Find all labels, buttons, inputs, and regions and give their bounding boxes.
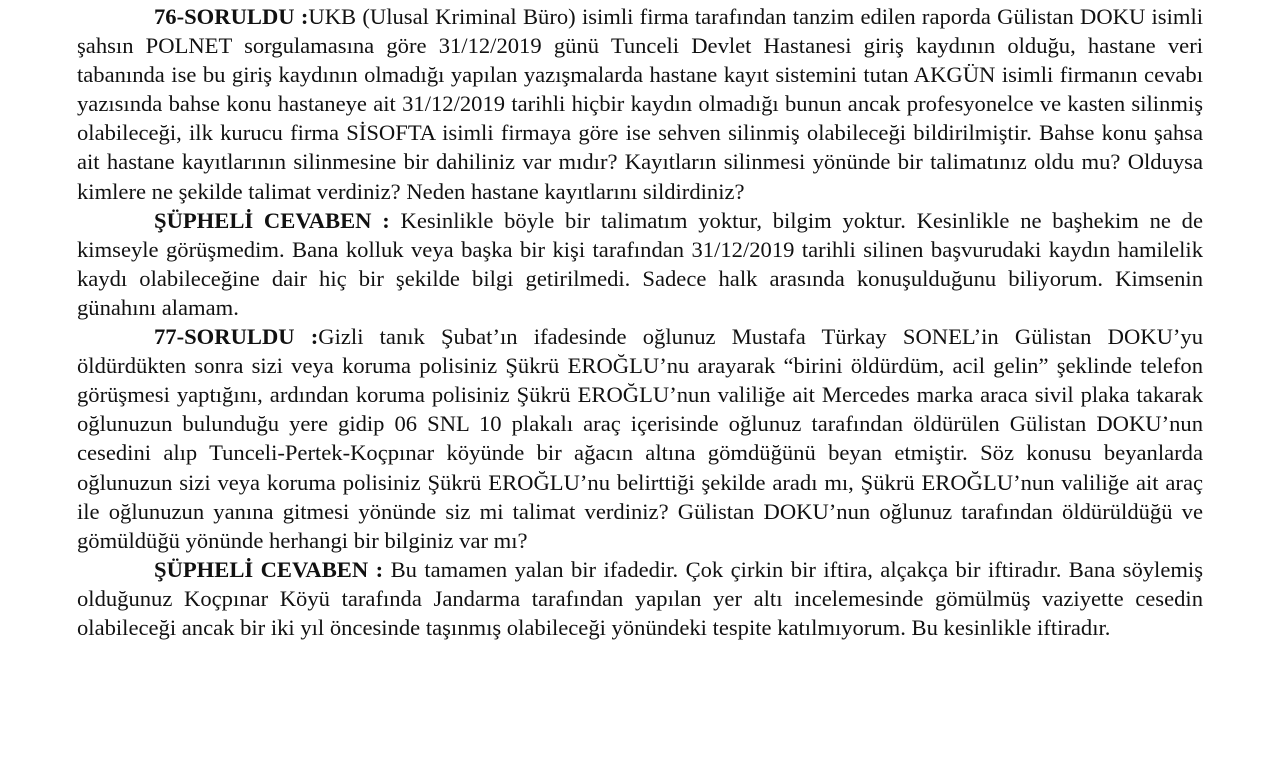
paragraph-question-76 — [77, 2, 1203, 206]
answer-77-label: ŞÜPHELİ CEVABEN : — [154, 556, 384, 582]
question-76-label: 76-SORULDU : — [154, 4, 309, 29]
question-77-text: Gizli tanık Şubat’ın ifadesinde oğlunuz Mustafa Türkay SONEL’in Gülistan DOKU’yu öldürdükten sonra sizi veya koruma polisiniz Şükrü EROĞLU’nu arayarak “birini öldürdüm, acil gelin” şeklinde telefon görüşmesi yaptığını, ardından koruma polisiniz Şükrü EROĞLU’nun valiliğe ait Mercedes marka araca sivil plaka takarak oğlunuzun bulunduğu yere gidip 06 SNL 10 plakalı araç içerisinde oğlunuz tarafından öldürülen Gülistan DOKU’nun cesedini alıp Tunceli-Pertek-Koçpınar köyünde bir ağacın altına gömdüğünü beyan etmiştir. Söz konusu beyanlarda oğlunuzun sizi veya koruma polisiniz Şükrü EROĞLU’nu belirttiği şekilde aradı mı, Şükrü EROĞLU’nun valiliğe ait araç ile oğlunuzun yanına gitmesi yönünde siz mi talimat verdiniz? Gülistan DOKU’nun oğlunuz tarafından öldürüldüğü ve gömüldüğü yönünde herhangi bir bilginiz var mı? — [77, 324, 1204, 553]
answer-76-label: ŞÜPHELİ CEVABEN : — [154, 207, 390, 233]
answer-77-text: Bu tamamen yalan bir ifadedir. Çok çirkin bir iftira, alçakça bir iftiradır. Bana söylemiş olduğunuz Koçpınar Köyü tarafında Jandarma tarafından yapılan yer altı incelemesinde gömülmüş vaziyette cesedin olabileceği ancak bir iki yıl öncesinde taşınmış olabileceği yönündeki tespite katılmıyorum. Bu kesinlikle iftiradır. — [77, 556, 1203, 640]
question-77-label: 77-SORULDU : — [154, 324, 319, 350]
paragraph-question-77 — [77, 322, 1203, 555]
question-76-text: UKB (Ulusal Kriminal Büro) isimli firma tarafından tanzim edilen raporda Gülistan DOKU isimli şahsın POLNET sorgulamasına göre 31/12/2019 günü Tunceli Devlet Hastanesi giriş kaydının olduğu, hastane veri tabanında ise bu giriş kaydının olmadığı yapılan yazışmalarda hastane kayıt sistemini tutan AKGÜN isimli firmanın cevabı yazısında bahse konu hastaneye ait 31/12/2019 tarihli hiçbir kaydın olmadığı bunun ancak profesyonelce ve kasten silinmiş olabileceği, ilk kurucu firma SİSOFTA isimli firmaya göre ise sehven silinmiş olabileceği bildirilmiştir. Bahse konu şahsa ait hastane kayıtlarının silinmesine bir dahiliniz var mıdır? Kayıtların silinmesi yönünde bir talimatınız oldu mu? Olduysa kimlere ne şekilde talimat verdiniz? Neden hastane kayıtlarını sildirdiniz? — [77, 4, 1204, 204]
document-page — [77, 2, 1203, 642]
paragraph-answer-77 — [77, 555, 1203, 642]
paragraph-answer-76 — [77, 206, 1203, 322]
answer-76-text: Kesinlikle böyle bir talimatım yoktur, bilgim yoktur. Kesinlikle ne başhekim ne de kimseyle görüşmedim. Bana kolluk veya başka bir kişi tarafından 31/12/2019 tarihli silinen başvurudaki kaydın hamilelik kaydı olabileceğine dair hiç bir şekilde bilgi getirilmedi. Sadece halk arasında konuşulduğunu biliyorum. Kimsenin günahını alamam. — [77, 207, 1203, 320]
